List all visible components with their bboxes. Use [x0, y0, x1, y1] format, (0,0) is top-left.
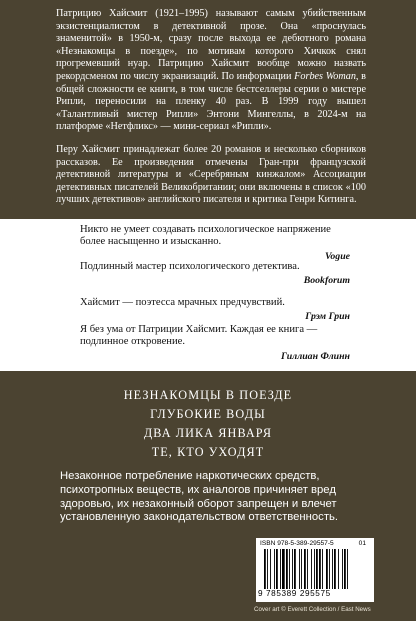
book-title: НЕЗНАКОМЦЫ В ПОЕЗДЕ	[123, 388, 293, 402]
book-title: ТЕ, КТО УХОДЯТ	[151, 445, 265, 459]
book-titles-list	[0, 386, 416, 462]
quote-source: Vogue	[324, 250, 350, 262]
barcode-digits: 9 785389 295575	[258, 589, 331, 598]
bio-paragraph-2: Перу Хайсмит принадлежат более 20 романов и несколько сборников рассказов. Ее произведения отмечены Гран-при французской детективной литературы и «Серебряным кинжалом» Ассоциации детективных писателей Великобритании; они включены в список «100 лучших детективов» английского писателя и критика Генри Китинга.	[56, 143, 366, 206]
isbn-addon: 01	[358, 540, 366, 547]
magazine-name: Forbes Woman	[294, 70, 356, 82]
bio-paragraph-1: Патрицию Хайсмит (1921–1995) называют самым убийственным экзистенциалистом в детективной прозе. Она «проснулась знаменитой» в 1950-м, сразу после выхода ее дебютного романа «Незнакомцы в поезде», по мотивам которого Хичкок снял прогремевший нуар. Патрицию Хайсмит вообще можно назвать рекордсменом по числу экранизаций. По информации Forbes Woman, в общей сложности ее книги, в том числе бестселлеры серии о мистере Рипли, переносили на пленку 40 раз. В 1999 году вышел «Талантливый мистер Рипли» Энтони Мингеллы, в 2024-м на платформе «Нетфликс» — мини-сериал «Рипли».	[56, 8, 366, 133]
quote-source: Грэм Грин	[305, 311, 350, 323]
review-quote	[80, 324, 350, 363]
review-quote	[80, 297, 350, 324]
quote-text: Никто не умеет создавать психологическое напряжение более насыщенно и изысканно.	[80, 224, 331, 248]
book-title: ДВА ЛИКА ЯНВАРЯ	[143, 426, 273, 440]
cover-art-credit: Cover art © Everett Collection / East News	[254, 606, 371, 613]
isbn-label: ISBN 978-5-389-29557-5 01	[260, 540, 366, 547]
review-quote	[80, 261, 350, 288]
quote-text: Подлинный мастер психологического детектива.	[80, 261, 300, 272]
review-quotes-panel	[0, 219, 416, 371]
quote-source: Гиллиан Флинн	[280, 350, 350, 362]
book-title: ГЛУБОКИЕ ВОДЫ	[150, 407, 266, 421]
review-quote	[80, 224, 350, 263]
author-bio	[56, 8, 366, 207]
health-warning: Незаконное потребление наркотических средств, психотропных веществ, их аналогов причиняет вред здоровью, их незаконный оборот запрещен и влечет установленную законодательством ответственность.	[60, 470, 339, 524]
barcode-block	[256, 538, 374, 602]
quote-text: Я без ума от Патриции Хайсмит. Каждая ее книга — подлинное откровение.	[80, 324, 318, 348]
quote-source: Bookforum	[303, 275, 350, 287]
barcode-bars	[264, 549, 368, 589]
quote-text: Хайсмит — поэтесса мрачных предчувствий.	[80, 297, 285, 308]
